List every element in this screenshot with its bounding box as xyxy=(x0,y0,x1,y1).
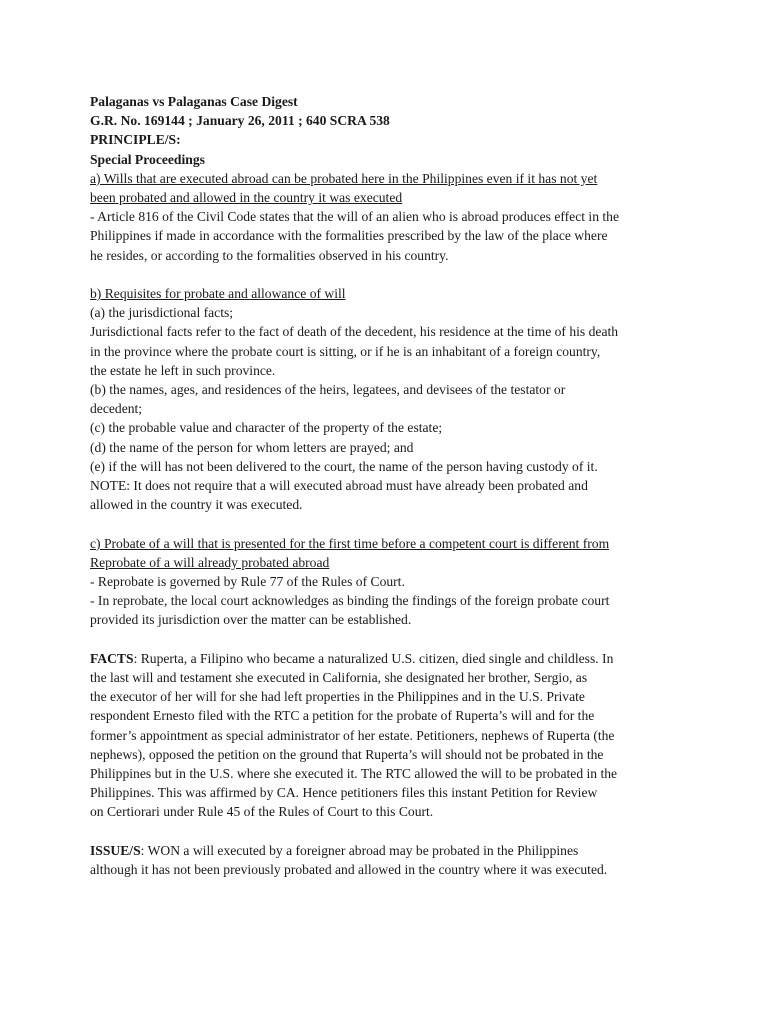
issue-text-line: although it has not been previously probated and allowed in the country where it was executed. xyxy=(90,862,608,878)
section-b-text-line: the estate he left in such province. xyxy=(90,362,276,378)
issue-first-line-text: : WON a will executed by a foreigner abroad may be probated in the Philippines xyxy=(140,842,579,858)
section-b-text-line: (c) the probable value and character of the property of the estate; xyxy=(90,420,443,436)
section-a-heading-line-2: been probated and allowed in the country it was executed xyxy=(90,190,403,206)
paragraph-spacer xyxy=(90,822,690,841)
paragraph-spacer xyxy=(90,514,690,533)
section-c-text-line: - In reprobate, the local court acknowledges as binding the findings of the foreign probate court xyxy=(90,593,610,609)
section-b-text-line: (b) the names, ages, and residences of the heirs, legatees, and devisees of the testator or xyxy=(90,382,566,398)
facts-text-line: respondent Ernesto filed with the RTC a petition for the probate of Ruperta’s will and for the xyxy=(90,708,595,724)
paragraph-spacer xyxy=(90,265,690,284)
section-b-text-line: in the province where the probate court is sitting, or if he is an inhabitant of a foreign country, xyxy=(90,343,601,359)
facts-label: FACTS xyxy=(90,650,134,666)
section-b-text-line: Jurisdictional facts refer to the fact of death of the decedent, his residence at the time of his death xyxy=(90,324,619,340)
section-a-heading-line-1 xyxy=(90,169,690,188)
section-c-text-line: - Reprobate is governed by Rule 77 of the Rules of Court. xyxy=(90,574,405,590)
case-digest-page xyxy=(90,92,690,879)
section-b-text-line: (d) the name of the person for whom letters are prayed; and xyxy=(90,439,414,455)
section-b-text-line: allowed in the country it was executed. xyxy=(90,497,303,513)
facts-first-line xyxy=(90,649,690,668)
facts-first-line-text: : Ruperta, a Filipino who became a naturalized U.S. citizen, died single and childless. In xyxy=(133,650,614,666)
section-a-heading-plain: a) Wills that are executed abroad can be probated here in the Philippines even if it has xyxy=(90,170,560,186)
principles-label: PRINCIPLE/S: xyxy=(90,132,181,148)
subject-heading: Special Proceedings xyxy=(90,151,205,167)
section-a-text-line: he resides, or according to the formalities observed in his country. xyxy=(90,247,449,263)
section-a-text-line: - Article 816 of the Civil Code states that the will of an alien who is abroad produces effect in the xyxy=(90,209,620,225)
facts-text-line: on Certiorari under Rule 45 of the Rules of Court to this Court. xyxy=(90,804,434,820)
document-title: Palaganas vs Palaganas Case Digest xyxy=(90,94,298,109)
issue-first-line xyxy=(90,841,690,860)
section-c-text-line: provided its jurisdiction over the matter can be established. xyxy=(90,612,412,628)
facts-text-line: the last will and testament she executed in California, she designated her brother, Sergio, as xyxy=(90,670,588,686)
facts-text-line: former’s appointment as special administrator of her estate. Petitioners, nephews of Ruperta (the xyxy=(90,727,615,743)
facts-text-line: Philippines but in the U.S. where she executed it. The RTC allowed the will to be probated in the xyxy=(90,766,618,782)
case-citation: G.R. No. 169144 ; January 26, 2011 ; 640 SCRA 538 xyxy=(90,113,390,129)
section-b-text-line: NOTE: It does not require that a will executed abroad must have already been probated and xyxy=(90,478,588,494)
section-b-heading: b) Requisites for probate and allowance of will xyxy=(90,286,346,302)
facts-text-line: nephews), opposed the petition on the ground that Ruperta’s will should not be probated in the xyxy=(90,746,604,762)
issue-label: ISSUE/S xyxy=(90,842,141,858)
facts-text-line: Philippines. This was affirmed by CA. Hence petitioners files this instant Petition for Review xyxy=(90,785,598,801)
section-a-text-line: Philippines if made in accordance with the formalities prescribed by the law of the place where xyxy=(90,228,608,244)
paragraph-spacer xyxy=(90,630,690,649)
facts-text-line: the executor of her will for she had left properties in the Philippines and in the U.S. Private xyxy=(90,689,585,705)
section-b-text-line: decedent; xyxy=(90,401,143,417)
section-a-heading-emphasis: not yet xyxy=(559,170,598,186)
section-c-heading-line-1: c) Probate of a will that is presented for the first time before a competent court is different from xyxy=(90,535,610,551)
section-c-heading-line-2: Reprobate of a will already probated abroad xyxy=(90,554,330,570)
section-b-text-line: (a) the jurisdictional facts; xyxy=(90,305,234,321)
section-b-text-line: (e) if the will has not been delivered to the court, the name of the person having custody of it. xyxy=(90,458,598,474)
